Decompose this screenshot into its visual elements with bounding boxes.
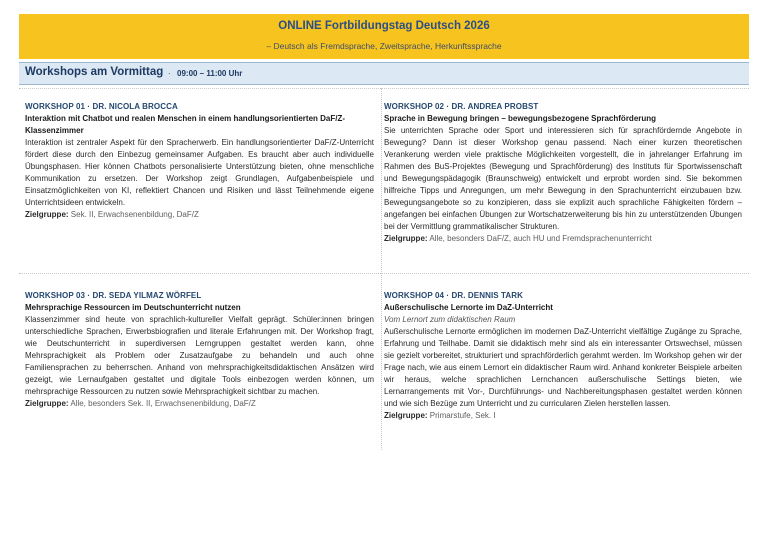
workshop-title: Mehrsprachige Ressourcen im Deutschunterricht nutzen [25,303,241,312]
target-group-value: Sek. II, Erwachsenenbildung, DaF/Z [70,210,199,219]
section-title: Workshops am Vormittag [25,66,164,78]
workshop-heading: WORKSHOP 02 · DR. ANDREA PROBST [384,102,539,111]
target-group-value: Alle, besonders Sek. II, Erwachsenenbildung, DaF/Z [70,399,256,408]
section-header [19,62,749,85]
workshop-card-03 [25,290,374,410]
workshop-description: Interaktion ist zentraler Aspekt für den Spracherwerb. Ein handlungsorientierter DaF/Z-Unterricht fördert diese durch den Einbezug gemeinsamer Aufgaben. Es braucht aber auch individuelle Übungsphasen. Hier können Chatbots personalisierte Unterstützung bieten, ohne menschliche Kommunikation zu ersetzen. Der Workshop zeigt Grundlagen, Aufgabenbeispiele und Einsatzmöglichkeiten von KI, reflektiert Chancen und Risiken und lässt Teilnehmende eigene Unterrichtsideen entwickeln. [25,138,374,207]
target-group-value: Primarstufe, Sek. I [429,411,496,420]
workshop-description: Klassenzimmer sind heute von sprachlich-kultureller Vielfalt geprägt. Schüler:innen bringen unterschiedliche Sprachen, Erwerbsbiografien und literale Erfahrungen mit. Der Workshop fragt, wie Deutschunterricht in superdiversen Lerngruppen gestaltet werden kann, ohne Mehrsprachigkeit als Problem oder Zusatzaufgabe zu behandeln und auch ohne Familiensprachen zu beherrschen. Anhand von mehrsprachigkeitsdidaktischen Ansätzen wird gezeigt, wie Lernaufgaben gestaltet und digitale Tools einbezogen werden können, um mehrsprachige Ressourcen zu nutzen sowie Mehrsprachigkeit sichtbar zu machen. [25,315,374,396]
workshop-target-group [25,209,374,221]
workshop-description: Sie unterrichten Sprache oder Sport und interessieren sich für sprachfördernde Angebote in Bewegung? Dann ist dieser Workshop genau passend. Nach einer kurzen theoretischen Verankerung werden viele praktische Möglichkeiten vorgestellt, die in jahrelanger Erfahrung im Rahmen des BuS-Projektes (Bewegung und Sprachförderung) des Instituts für Sportwissenschaft und Bewegungspädagogik (Braunschweig) entwickelt und erprobt worden sind. Sie bekommen hilfreiche Tipps und Anregungen, um mehr Bewegung in den Sprachunterricht einzubauen bzw. Bewegungsangebote so zu konzipieren, dass sie explizit auch sprachliche Fähigkeiten fördern – angefangen bei einfachen Übungen zur Wortschatzerweiterung bis hin zu unterstützenden Übungen bei der Vermittlung grammatikalischer Strukturen. [384,126,742,231]
target-group-value: Alle, besonders DaF/Z, auch HU und Fremdsprachenunterricht [429,234,652,243]
header-banner [19,14,749,59]
workshop-target-group [384,410,742,422]
column-divider [381,88,382,450]
target-group-label: Zielgruppe: [384,234,428,243]
workshop-title: Außerschulische Lernorte im DaZ-Unterricht [384,303,553,312]
workshop-card-04 [384,290,742,422]
target-group-label: Zielgruppe: [25,210,69,219]
workshop-heading: WORKSHOP 04 · DR. DENNIS TARK [384,291,524,300]
row-divider-top [19,88,749,89]
target-group-label: Zielgruppe: [25,399,69,408]
section-time: 09:00 – 11:00 Uhr [177,69,243,78]
event-subtitle: – Deutsch als Fremdsprache, Zweitsprache, Herkunftssprache [266,41,502,51]
target-group-label: Zielgruppe: [384,411,428,420]
workshop-card-01 [25,101,374,221]
section-separator: · [168,69,171,78]
workshop-heading: WORKSHOP 01 · DR. NICOLA BROCCA [25,102,178,111]
workshop-title: Sprache in Bewegung bringen – bewegungsbezogene Sprachförderung [384,114,657,123]
workshop-target-group [25,398,374,410]
workshop-card-02 [384,101,742,245]
workshop-subtitle: Vom Lernort zum didaktischen Raum [384,315,516,324]
workshop-title: Interaktion mit Chatbot und realen Menschen in einem handlungsorientierten DaF/Z-Klassenzimmer [25,114,346,135]
event-title: ONLINE Fortbildungstag Deutsch 2026 [278,20,490,32]
row-divider-middle [19,273,749,274]
workshop-target-group [384,233,742,245]
workshop-description: Außerschulische Lernorte ermöglichen im modernen DaZ-Unterricht vielfältige Zugänge zu Sprache, Erfahrung und Teilhabe. Damit sie didaktisch mehr sind als ein interessanter Ortswechsel, müssen sie gezielt vorbereitet, strukturiert und sprachförderlich gerahmt werden. Im Workshop gehen wir der Frage nach, wie aus einem Lernort ein didaktischer Raum wird. Anhand konkreter Beispiele arbeiten wir heraus, welche sprachlichen Lernchancen außerschulische Settings bieten, wie Lernarrangements mit Vor-, Durchführungs- und Nachbereitungsphasen gestaltet werden können und wie sich Bezüge zum Unterricht und zu curricularen Zielen herstellen lassen. [384,327,742,408]
workshop-heading: WORKSHOP 03 · DR. SEDA YILMAZ WÖRFEL [25,291,202,300]
